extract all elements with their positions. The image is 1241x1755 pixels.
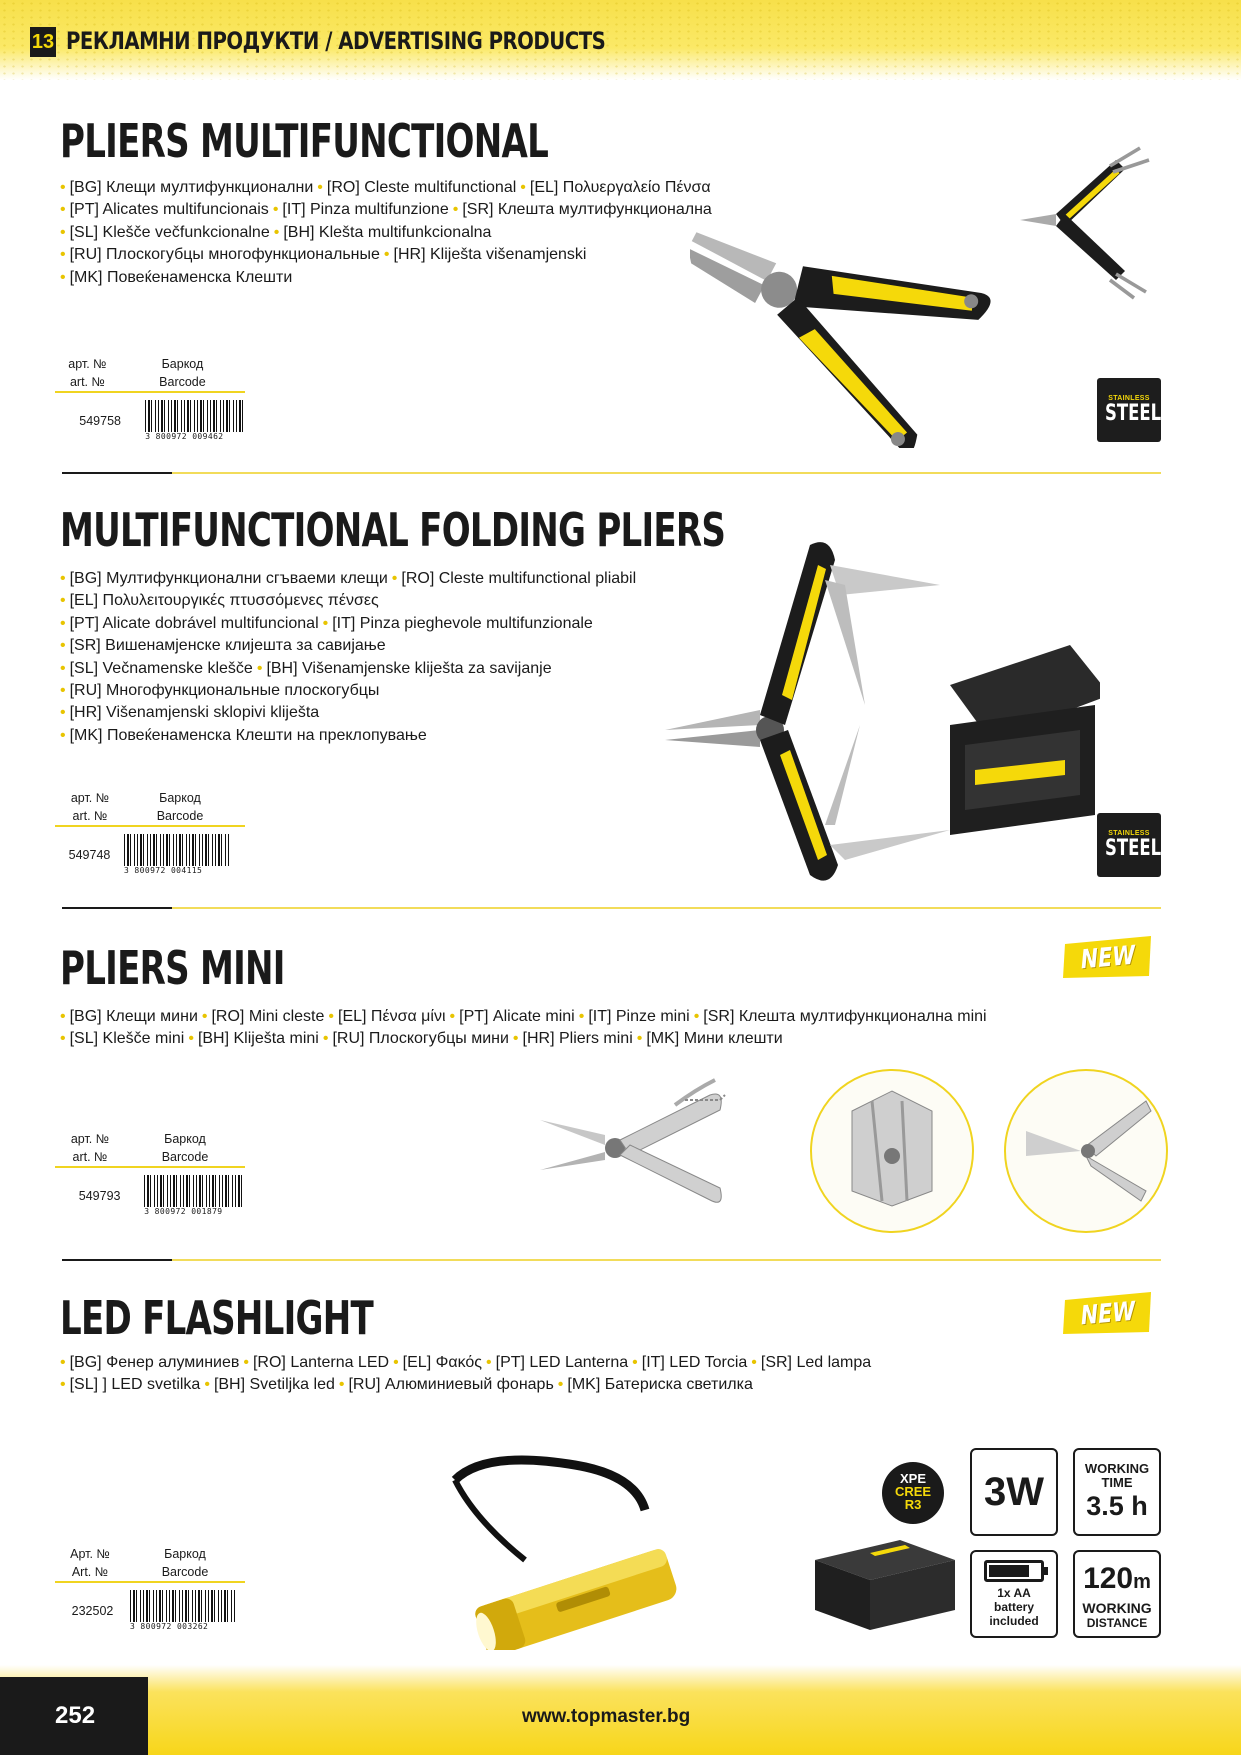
language-name: [BG] Мултифункционални сгъваеми клещи bbox=[69, 570, 388, 587]
article-number: 549758 bbox=[79, 414, 121, 428]
language-name: [RO] Mini cleste bbox=[211, 1008, 325, 1025]
power-value: 3W bbox=[984, 1470, 1044, 1514]
language-name: [MK] Повеќенаменска Клешти bbox=[69, 268, 293, 286]
distance-value: 120 bbox=[1083, 1562, 1134, 1595]
distance-label2: DISTANCE bbox=[1086, 1616, 1148, 1630]
language-line: • [SR] Вишенамјенске клијешта за савијање bbox=[60, 637, 386, 655]
art-label-bg: арт. № bbox=[70, 1132, 110, 1146]
barcode-label-bg: Баркод bbox=[164, 1547, 206, 1561]
language-name: [SL] ] LED svetilka bbox=[69, 1376, 201, 1394]
barcode bbox=[144, 1175, 245, 1217]
product-languages bbox=[60, 1006, 987, 1051]
language-name: [BH] Višenamjenske kliješta za savijanje bbox=[266, 659, 552, 677]
distance-unit: m bbox=[1133, 1571, 1151, 1593]
product-title: PLIERS MINI bbox=[60, 941, 285, 995]
product-spec bbox=[55, 1545, 245, 1639]
language-line: • [MK] Повеќенаменска Клешти на преклопување bbox=[60, 726, 427, 744]
barcode-digits: 3 800972 009462 bbox=[145, 432, 245, 441]
language-name: [RU] Плоскогубцы мини bbox=[332, 1030, 509, 1048]
website-link[interactable]: www.topmaster.bg bbox=[522, 1706, 691, 1727]
language-name: [SL] Klešče večfunkcionalne bbox=[69, 223, 270, 241]
product-languages bbox=[60, 568, 636, 747]
language-name: [SR] Клешта мултифункционална mini bbox=[703, 1008, 987, 1025]
language-name: [PT] Alicate mini bbox=[459, 1008, 575, 1025]
language-name: [BG] Клещи мултифункционални bbox=[69, 179, 314, 196]
language-line: • [HR] Višenamjenski sklopivi kliješta bbox=[60, 704, 320, 722]
barcode bbox=[124, 834, 229, 876]
new-badge-label: NEW bbox=[1079, 940, 1137, 976]
language-name: [SL] Klešče mini bbox=[69, 1030, 185, 1048]
language-name: [MK] Повеќенаменска Клешти на преклопување bbox=[69, 726, 427, 744]
barcode-digits: 3 800972 003262 bbox=[130, 1622, 235, 1631]
battery-line1: 1x AA bbox=[997, 1586, 1031, 1600]
art-label-en: art. № bbox=[72, 809, 108, 823]
language-name: [RO] Cleste multifunctional bbox=[326, 179, 517, 196]
language-name: [RU] Плоскогубцы многофункциональные bbox=[69, 246, 380, 264]
barcode-label-bg: Баркод bbox=[159, 791, 201, 805]
working-time-label2: TIME bbox=[1101, 1475, 1133, 1490]
language-line: • [RU] Многофункциональные плоскогубцы bbox=[60, 682, 380, 700]
language-name: [IT] Pinza multifunzione bbox=[282, 201, 449, 219]
barcode-label-en: Barcode bbox=[156, 809, 204, 823]
barcode-label-bg: Баркод bbox=[161, 357, 204, 371]
working-time-badge bbox=[1073, 1448, 1161, 1536]
language-line: • [PT] Alicates multifuncionais • [IT] Pinza multifunzione • [SR] Клешта мултифункционална bbox=[60, 201, 712, 219]
language-name: [PT] LED Lanterna bbox=[495, 1354, 629, 1371]
section-divider bbox=[62, 907, 1161, 909]
language-name: [RU] Алюминиевый фонарь bbox=[348, 1376, 554, 1394]
barcode-label-en: Barcode bbox=[161, 1150, 209, 1164]
product-spec bbox=[55, 789, 245, 883]
distance-label1: WORKING bbox=[1082, 1600, 1152, 1616]
language-line: • [BG] Мултифункционални сгъваеми клещи • [RO] Cleste multifunctional pliabil bbox=[60, 570, 637, 587]
language-name: [MK] Батериска светилка bbox=[567, 1376, 753, 1394]
barcode-label-bg: Баркод bbox=[164, 1132, 206, 1146]
art-label-en: art. № bbox=[72, 1150, 108, 1164]
language-name: [BG] Клещи мини bbox=[69, 1008, 198, 1025]
art-label-bg: арт. № bbox=[68, 357, 107, 371]
led-chip-line2: CREE bbox=[894, 1484, 932, 1499]
flashlight-box-image bbox=[810, 1535, 960, 1635]
product-languages bbox=[60, 1352, 871, 1397]
language-line: • [SL] Večnamenske klešče • [BH] Višenamjenske kliješta za savijanje bbox=[60, 659, 552, 677]
battery-badge bbox=[970, 1550, 1058, 1638]
art-label-bg: арт. № bbox=[70, 791, 110, 805]
language-name: [BH] Svetiljka led bbox=[213, 1376, 335, 1394]
language-line: • [SL] Klešče večfunkcionalne • [BH] Klešta multifunkcionalna bbox=[60, 223, 492, 241]
multitool-pliers-image bbox=[690, 128, 1160, 448]
stainless-steel-badge: STAINLESS STEEL bbox=[1097, 378, 1161, 442]
language-name: [IT] LED Torcia bbox=[641, 1354, 748, 1371]
product-title: MULTIFUNCTIONAL FOLDING PLIERS bbox=[60, 503, 726, 557]
section-title: РЕКЛАМНИ ПРОДУКТИ / ADVERTISING PRODUCTS bbox=[66, 27, 606, 55]
language-name: [SR] Led lampa bbox=[760, 1354, 872, 1371]
language-name: [RO] Lanterna LED bbox=[252, 1354, 390, 1371]
language-name: [EL] Πολυλειτουργικές πτυσσόμενες πένσες bbox=[69, 592, 379, 610]
barcode-label-en: Barcode bbox=[161, 1565, 209, 1579]
language-name: [MK] Мини клешти bbox=[646, 1030, 783, 1048]
language-name: [SR] Клешта мултифункционална bbox=[462, 201, 712, 219]
language-name: [SR] Вишенамјенске клијешта за савијање bbox=[69, 637, 386, 655]
language-name: [BH] Klešta multifunkcionalna bbox=[283, 223, 492, 241]
barcode-label-en: Barcode bbox=[159, 375, 206, 389]
article-number: 232502 bbox=[71, 1604, 114, 1618]
section-number: 13 bbox=[30, 27, 56, 57]
folding-pliers-image bbox=[660, 525, 1100, 895]
power-badge bbox=[970, 1448, 1058, 1536]
barcode-digits: 3 800972 001879 bbox=[144, 1207, 245, 1216]
language-name: [EL] Φακός bbox=[402, 1354, 483, 1371]
article-number: 549793 bbox=[78, 1189, 121, 1203]
battery-line2: battery bbox=[993, 1600, 1034, 1614]
language-name: [BH] Kliješta mini bbox=[197, 1030, 319, 1048]
barcode bbox=[130, 1590, 235, 1632]
language-name: [RO] Cleste multifunctional pliabil bbox=[401, 570, 637, 587]
led-chip-badge bbox=[882, 1462, 944, 1524]
section-divider bbox=[62, 1259, 1161, 1261]
mini-pliers-image bbox=[535, 1060, 765, 1230]
page-number: 252 bbox=[0, 1677, 148, 1755]
language-name: [PT] Alicates multifuncionais bbox=[69, 201, 269, 219]
product-spec bbox=[55, 1130, 245, 1224]
stainless-steel-badge: STAINLESS STEEL bbox=[1097, 813, 1161, 877]
product-languages bbox=[60, 177, 712, 289]
language-name: [IT] Pinze mini bbox=[588, 1008, 690, 1025]
led-chip-line3: R3 bbox=[904, 1497, 922, 1512]
language-name: [SL] Večnamenske klešče bbox=[69, 659, 253, 677]
language-line: • [BG] Клещи мултифункционални • [RO] Cleste multifunctional • [EL] Πολυεργαλείο Πένσα bbox=[60, 179, 711, 196]
product-title: LED FLASHLIGHT bbox=[60, 1291, 373, 1345]
language-name: [HR] Pliers mini bbox=[522, 1030, 633, 1048]
language-line: • [RU] Плоскогубцы многофункциональные • [HR] Kliješta višenamjenski bbox=[60, 246, 587, 264]
working-distance-badge bbox=[1073, 1550, 1161, 1638]
art-label-en: art. № bbox=[69, 375, 105, 389]
language-line: • [MK] Повеќенаменска Клешти bbox=[60, 268, 293, 286]
working-time-value: 3.5 h bbox=[1086, 1491, 1148, 1521]
product-spec bbox=[55, 355, 245, 449]
new-badge-label: NEW bbox=[1079, 1296, 1137, 1332]
article-number: 549748 bbox=[68, 848, 111, 862]
language-name: [PT] Alicate dobrável multifuncional bbox=[69, 614, 319, 632]
language-line: • [PT] Alicate dobrável multifuncional • [IT] Pinza pieghevole multifunzionale bbox=[60, 614, 593, 632]
flashlight-image bbox=[445, 1450, 705, 1650]
language-line: • [EL] Πολυλειτουργικές πτυσσόμενες πένσες bbox=[60, 592, 379, 610]
led-chip-line1: XPE bbox=[899, 1471, 926, 1486]
language-name: [EL] Πολυεργαλείο Πένσα bbox=[529, 179, 711, 196]
new-badge bbox=[1061, 934, 1155, 980]
language-name: [BG] Фенер алуминиев bbox=[69, 1354, 240, 1371]
language-name: [EL] Πένσα μίνι bbox=[338, 1008, 446, 1025]
language-line: • [BG] Фенер алуминиев • [RO] Lanterna LED • [EL] Φακός • [PT] LED Lanterna • [IT] LED Torcia • [SR] Led lampa bbox=[60, 1354, 872, 1371]
language-name: [RU] Многофункциональные плоскогубцы bbox=[69, 682, 380, 700]
mini-pliers-detail-image bbox=[810, 1069, 974, 1233]
battery-icon bbox=[984, 1560, 1044, 1582]
language-name: [IT] Pinza pieghevole multifunzionale bbox=[332, 614, 593, 632]
new-badge bbox=[1061, 1290, 1155, 1336]
barcode-digits: 3 800972 004115 bbox=[124, 866, 229, 875]
art-label-en: Art. № bbox=[71, 1565, 109, 1579]
language-name: [HR] Kliješta višenamjenski bbox=[393, 246, 587, 264]
barcode bbox=[145, 400, 245, 442]
language-line: • [SL] ] LED svetilka • [BH] Svetiljka led • [RU] Алюминиевый фонарь • [MK] Батериска светилка bbox=[60, 1376, 753, 1394]
product-title: PLIERS MULTIFUNCTIONAL bbox=[60, 114, 549, 168]
art-label-bg: Арт. № bbox=[70, 1547, 110, 1561]
language-line: • [SL] Klešče mini • [BH] Kliješta mini • [RU] Плоскогубцы мини • [HR] Pliers mini • [MK] Мини клешти bbox=[60, 1030, 783, 1048]
mini-pliers-open-image bbox=[1004, 1069, 1168, 1233]
language-name: [HR] Višenamjenski sklopivi kliješta bbox=[69, 704, 320, 722]
working-time-label1: WORKING bbox=[1084, 1461, 1150, 1476]
battery-line3: included bbox=[989, 1614, 1039, 1628]
section-divider bbox=[62, 472, 1161, 474]
language-line: • [BG] Клещи мини • [RO] Mini cleste • [EL] Πένσα μίνι • [PT] Alicate mini • [IT] Pinze mini • [SR] Клешта мултифункционална mini bbox=[60, 1008, 987, 1025]
